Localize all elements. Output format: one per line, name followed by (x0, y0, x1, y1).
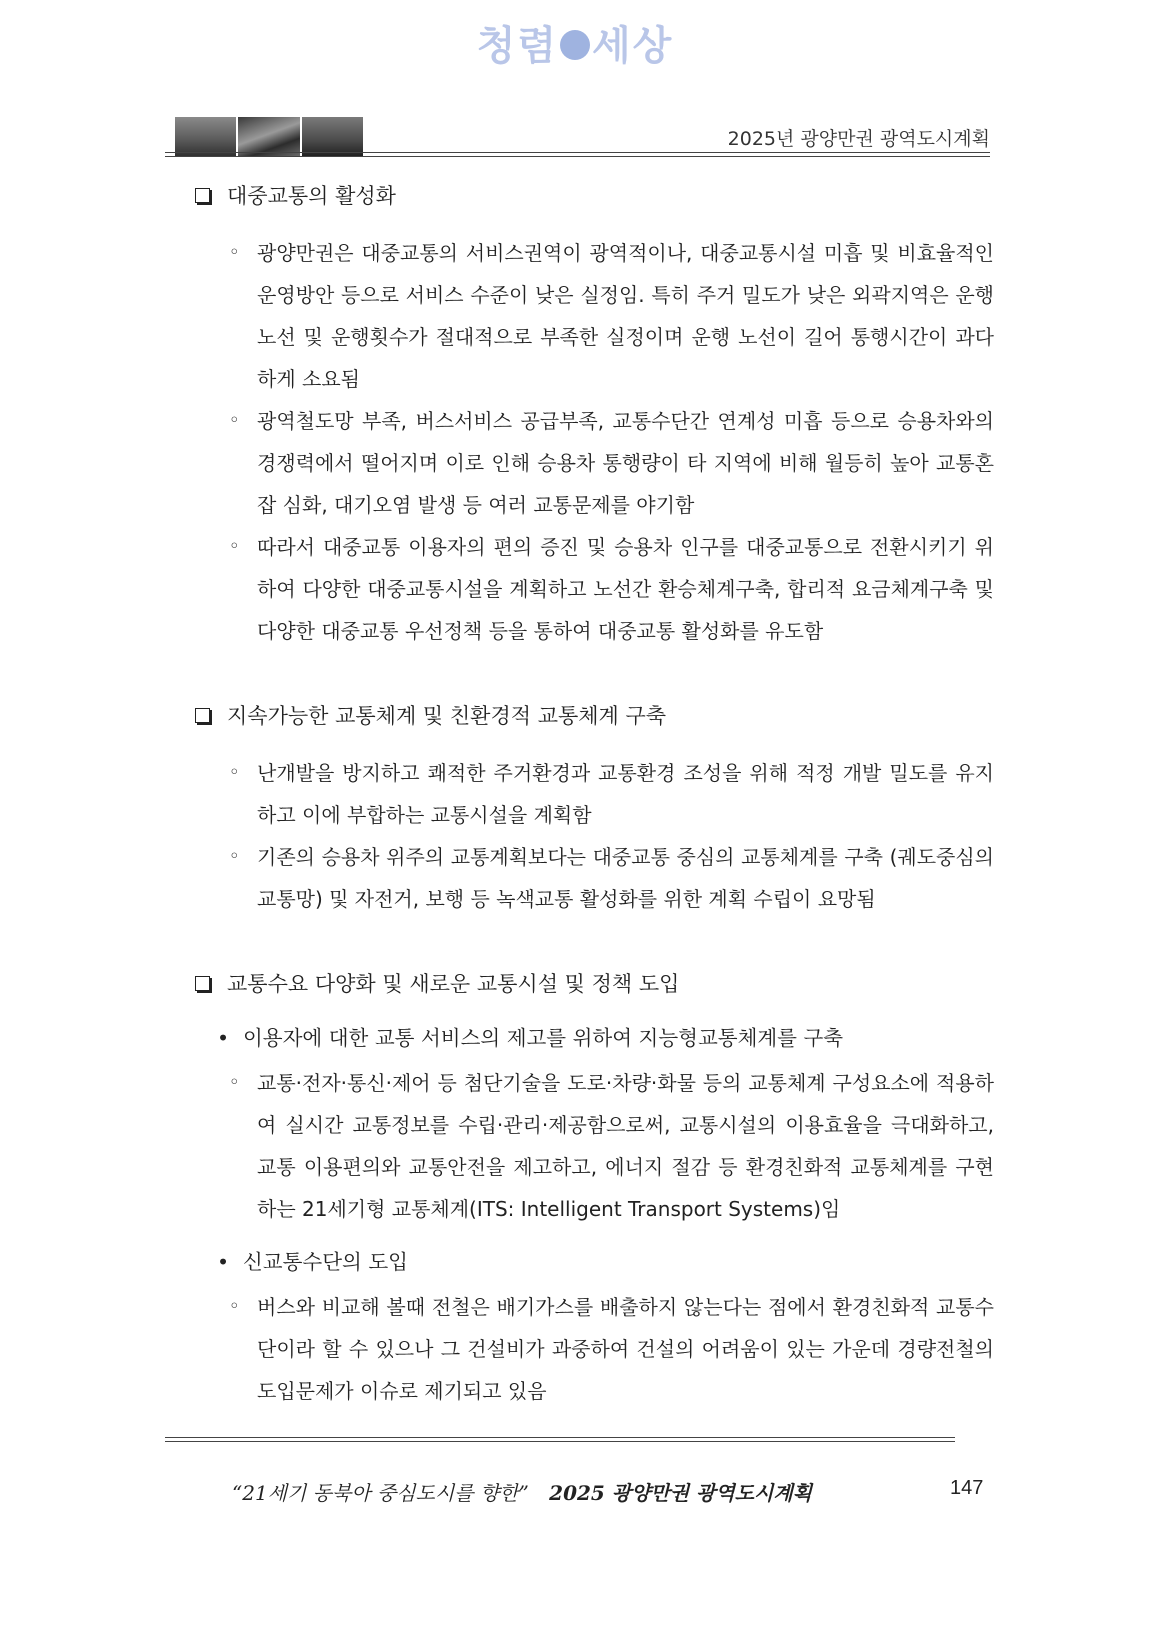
bullet-circle-icon: ◦ (229, 536, 240, 557)
header-photo-strip (175, 117, 363, 157)
header-photo-bridge (302, 117, 363, 157)
checkbox-square-icon (195, 976, 210, 991)
section-heading-text: 대중교통의 활성화 (227, 184, 396, 208)
list-item-text: 교통·전자·통신·제어 등 첨단기술을 도로·차량·화물 등의 교통체계 구성요소에 적용하여 실시간 교통정보를 수립·관리·제공함으로써, 교통시설의 이용효율을 극대화하고, 교통 이용편의와 교통안전을 제고하고, 에너지 절감 등 환경친화적 교통체계를 구현하는 21세기형 교통체계(ITS: Intelligent Transport Systems)임 (257, 1071, 994, 1221)
bullet-circle-icon: ◦ (229, 1072, 240, 1093)
footer-quote: “21세기 동북아 중심도시를 향한” (232, 1481, 529, 1505)
section-items (195, 232, 995, 652)
section-heading (195, 700, 995, 730)
bullet-dot-icon: • (217, 1026, 230, 1050)
section-spacer (195, 652, 995, 700)
list-item (195, 232, 994, 400)
list-item-text: 광양만권은 대중교통의 서비스권역이 광역적이나, 대중교통시설 미흡 및 비효율적인 운영방안 등으로 서비스 수준이 낮은 실정임. 특히 주거 밀도가 낮은 외곽지역은 운행노선 및 운행횟수가 절대적으로 부족한 실정이며 운행 노선이 길어 통행시간이 과다하게 소요됨 (257, 241, 994, 391)
footer-rule-top (165, 1437, 955, 1438)
section-3 (195, 968, 995, 1412)
header-rule-bottom (165, 156, 990, 157)
page-number: 147 (950, 1477, 984, 1499)
list-item (195, 1286, 994, 1412)
list-item-text: 버스와 비교해 볼때 전철은 배기가스를 배출하지 않는다는 점에서 환경친화적 교통수단이라 할 수 있으나 그 건설비가 과중하여 건설의 어려움이 있는 가운데 경량전철의 도입문제가 이슈로 제기되고 있음 (257, 1295, 994, 1403)
section-spacer (195, 920, 995, 968)
bullet-circle-icon: ◦ (229, 846, 240, 867)
watermark-logo (0, 14, 1150, 71)
list-item (195, 836, 994, 920)
header-photo-river (238, 117, 299, 157)
subsection-heading-text: 신교통수단의 도입 (243, 1250, 408, 1274)
checkbox-square-icon (195, 708, 210, 723)
bullet-circle-icon: ◦ (229, 410, 240, 431)
header-rule-top (165, 152, 990, 153)
page-footer (232, 1477, 984, 1506)
checkbox-square-icon (195, 188, 210, 203)
bullet-dot-icon: • (217, 1250, 230, 1274)
footer-title: 2025 광양만권 광역도시계획 (549, 1481, 812, 1505)
subsection-heading (195, 1242, 995, 1282)
page-body (195, 180, 995, 1412)
section-heading (195, 968, 995, 998)
watermark-text-left: 청렴 (476, 23, 558, 69)
list-item (195, 1062, 994, 1230)
list-item-text: 따라서 대중교통 이용자의 편의 증진 및 승용차 인구를 대중교통으로 전환시키기 위하여 다양한 대중교통시설을 계획하고 노선간 환승체계구축, 합리적 요금체계구축 및 다양한 대중교통 우선정책 등을 통하여 대중교통 활성화를 유도함 (257, 535, 994, 643)
subsection-heading (195, 1018, 995, 1058)
section-heading-text: 교통수요 다양화 및 새로운 교통시설 및 정책 도입 (227, 972, 680, 996)
running-header-title: 2025년 광양만권 광역도시계획 (727, 128, 990, 150)
section-items (195, 752, 995, 920)
bullet-circle-icon: ◦ (229, 242, 240, 263)
footer-rule-bottom (165, 1441, 955, 1442)
section-2 (195, 700, 995, 920)
list-item-text: 기존의 승용차 위주의 교통계획보다는 대중교통 중심의 교통체계를 구축 (궤도중심의 교통망) 및 자전거, 보행 등 녹색교통 활성화를 위한 계획 수립이 요망됨 (257, 845, 994, 911)
list-item-text: 광역철도망 부족, 버스서비스 공급부족, 교통수단간 연계성 미흡 등으로 승용차와의 경쟁력에서 떨어지며 이로 인해 승용차 통행량이 타 지역에 비해 월등히 높아 교통혼잡 심화, 대기오염 발생 등 여러 교통문제를 야기함 (257, 409, 994, 517)
bullet-circle-icon: ◦ (229, 1296, 240, 1317)
section-heading (195, 180, 995, 210)
list-item (195, 752, 994, 836)
section-1 (195, 180, 995, 652)
list-item (195, 400, 994, 526)
watermark-text-right: 세상 (592, 23, 674, 69)
list-item (195, 526, 994, 652)
watermark-emblem-icon (560, 30, 590, 60)
subsection-heading-text: 이용자에 대한 교통 서비스의 제고를 위하여 지능형교통체계를 구축 (243, 1026, 844, 1050)
bullet-circle-icon: ◦ (229, 762, 240, 783)
header-photo-landscape (175, 117, 236, 157)
list-item-text: 난개발을 방지하고 쾌적한 주거환경과 교통환경 조성을 위해 적정 개발 밀도를 유지하고 이에 부합하는 교통시설을 계획함 (257, 761, 994, 827)
section-heading-text: 지속가능한 교통체계 및 친환경적 교통체계 구축 (227, 704, 667, 728)
